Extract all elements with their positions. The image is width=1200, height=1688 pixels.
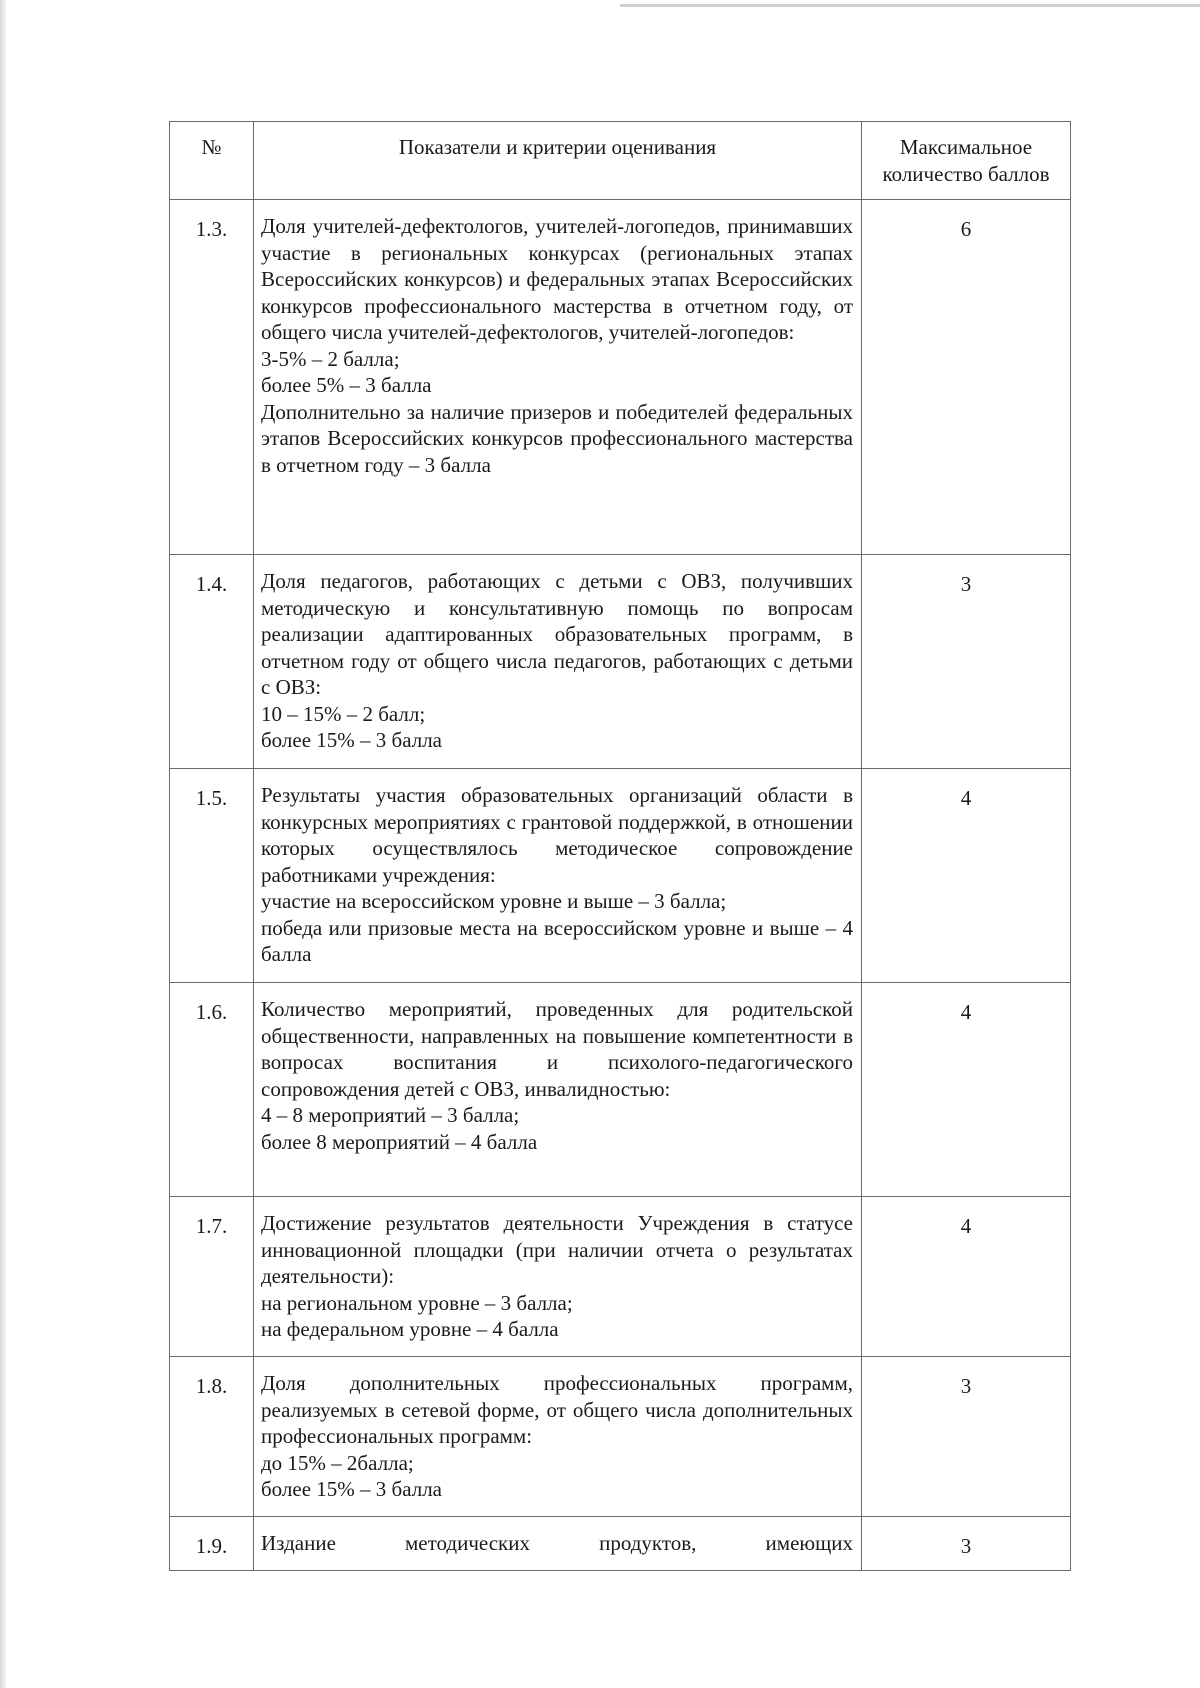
row-num: 1.5. (170, 769, 254, 983)
criteria-line: участие на всероссийском уровне и выше – 3 балла; (261, 889, 727, 913)
row-score: 4 (862, 769, 1071, 983)
row-num: 1.3. (170, 200, 254, 555)
row-criteria (254, 769, 862, 983)
row-num: 1.9. (170, 1517, 254, 1571)
row-score: 4 (862, 983, 1071, 1197)
criteria-line: Издание методических продуктов, имеющих (261, 1531, 853, 1555)
row-criteria (254, 983, 862, 1197)
criteria-line: до 15% – 2балла; (261, 1450, 414, 1475)
criteria-line: более 5% – 3 балла (261, 373, 432, 397)
criteria-line: Количество мероприятий, проведенных для родительской общественности, направленных на повышение компетентности в вопросах воспитания и психолого-педагогического сопровождения детей с ОВЗ, инвалидностью: (261, 997, 853, 1101)
row-num: 1.7. (170, 1197, 254, 1357)
row-num: 1.8. (170, 1357, 254, 1517)
table-header-row (170, 122, 1071, 200)
criteria-line: Дополнительно за наличие призеров и победителей федеральных этапов Всероссийских конкурсов профессионального мастерства в отчетном году – 3 балла (261, 399, 853, 477)
row-score: 4 (862, 1197, 1071, 1357)
criteria-line: Достижение результатов деятельности Учреждения в статусе инновационной площадки (при наличии отчета о результатах деятельности): (261, 1211, 853, 1288)
row-score: 3 (862, 1517, 1071, 1571)
criteria-line: более 15% – 3 балла (261, 1477, 442, 1501)
row-score: 6 (862, 200, 1071, 555)
criteria-line: Доля дополнительных профессиональных программ, реализуемых в сетевой форме, от общего числа дополнительных профессиональных программ: (261, 1371, 853, 1448)
table-row (170, 1197, 1071, 1357)
row-criteria (254, 200, 862, 555)
table-row (170, 983, 1071, 1197)
header-score-line2: количество баллов (882, 161, 1050, 186)
criteria-table (169, 121, 1071, 1571)
row-num: 1.6. (170, 983, 254, 1197)
criteria-line: на федеральном уровне – 4 балла (261, 1317, 559, 1341)
scan-edge-left (0, 0, 6, 1688)
row-criteria (254, 1517, 862, 1571)
criteria-line: Доля учителей-дефектологов, учителей-логопедов, принимавших участие в региональных конкурсах (региональных этапах Всероссийских конкурсов) и федеральных этапах Всероссийских конкурсов профессионального мастерства в отчетном году, от общего числа учителей-дефектологов, учителей-логопедов: (261, 214, 853, 344)
row-score: 3 (862, 555, 1071, 769)
criteria-line: Доля педагогов, работающих с детьми с ОВЗ, получивших методическую и консультативную помощь по вопросам реализации адаптированных образовательных программ, в отчетном году от общего числа педагогов, работающих с детьми с ОВЗ: (261, 569, 853, 699)
row-num: 1.4. (170, 555, 254, 769)
criteria-line: победа или призовые места на всероссийском уровне и выше – 4 балла (261, 915, 853, 966)
header-criteria: Показатели и критерии оценивания (254, 122, 862, 200)
row-criteria (254, 1197, 862, 1357)
table-row (170, 1357, 1071, 1517)
row-score: 3 (862, 1357, 1071, 1517)
criteria-line: на региональном уровне – 3 балла; (261, 1290, 573, 1315)
criteria-line: более 8 мероприятий – 4 балла (261, 1129, 538, 1154)
header-score (862, 122, 1071, 200)
criteria-line: 4 – 8 мероприятий – 3 балла; (261, 1103, 520, 1127)
table-row (170, 769, 1071, 983)
header-score-line1: Максимальное (899, 135, 1033, 159)
scan-edge-top (620, 4, 1200, 7)
table-row (170, 1517, 1071, 1571)
criteria-line: Результаты участия образовательных организаций области в конкурсных мероприятиях с грантовой поддержкой, в отношении которых осуществлялось методическое сопровождение работниками учреждения: (261, 783, 853, 887)
table-row (170, 200, 1071, 555)
table-row (170, 555, 1071, 769)
criteria-line: более 15% – 3 балла (261, 728, 442, 752)
header-num: № (170, 122, 254, 200)
criteria-line: 10 – 15% – 2 балл; (261, 701, 426, 726)
row-criteria (254, 555, 862, 769)
criteria-line: 3-5% – 2 балла; (261, 346, 400, 371)
row-criteria (254, 1357, 862, 1517)
